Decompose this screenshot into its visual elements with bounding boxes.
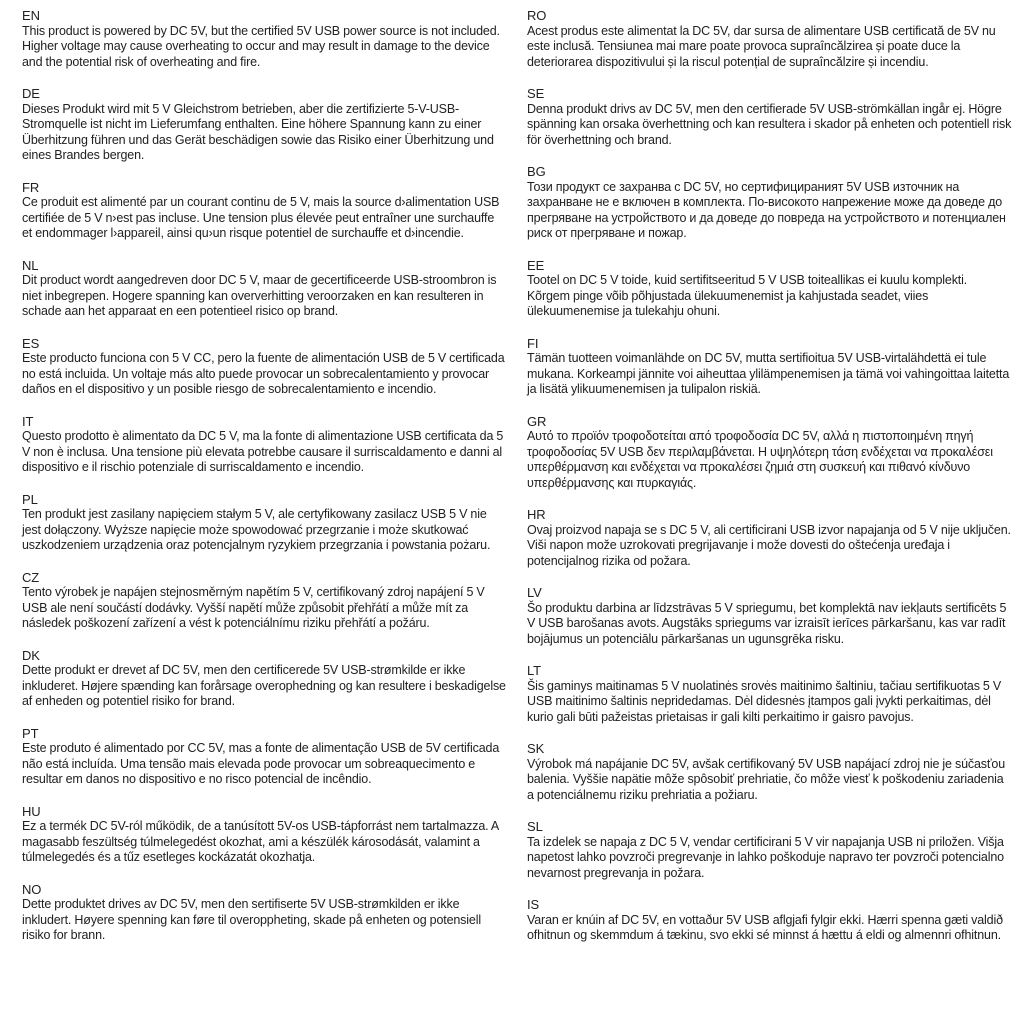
- language-code-label: EE: [527, 257, 545, 273]
- warning-text: Varan er knúin af DC 5V, en vottaður 5V USB aflgjafi fylgir ekki. Hærri spenna gæti valdið ofhitnun og skemmdum á tækinu, svo ekki sé minnst á hættu á eldi og almennri ofhitnun.: [527, 912, 1003, 942]
- language-code-label: SE: [527, 86, 545, 101]
- language-section-pl: [22, 492, 507, 554]
- language-code-label: DK: [22, 647, 40, 663]
- language-section-dk: [22, 648, 507, 710]
- language-code-label: GR: [527, 413, 547, 429]
- warning-text: Dette produkt er drevet af DC 5V, men den certificerede 5V USB-strømkilde er ikke inkluderet. Højere spænding kan forårsage overophedning og kan resultere i beskadigelse af enheden og potentiel risiko for brand.: [22, 663, 506, 708]
- language-code-label: DE: [22, 86, 40, 101]
- warning-text: Tento výrobek je napájen stejnosměrným napětím 5 V, certifikovaný zdroj napájení 5 V USB ale není součástí dodávky. Vyšší napětí může způsobit přehřátí a může mít za následek poškození zařízení a vést k potenciálnímu riziku přehřátí a požáru.: [22, 585, 485, 630]
- language-code-label: PT: [22, 725, 39, 741]
- language-code-label: ES: [22, 335, 40, 351]
- warning-text: Ez a termék DC 5V-ról működik, de a tanúsított 5V-os USB-tápforrást nem tartalmazza. A magasabb feszültség túlmelegedést okozhat, ami a készülék károsodását, valamint a túlmelegedés és a tűz esetleges kockázatát okozhatja.: [22, 819, 499, 864]
- language-section-nl: [22, 258, 507, 320]
- warning-text: Ta izdelek se napaja z DC 5 V, vendar certificirani 5 V vir napajanja USB ni priložen. Višja napetost lahko povzroči pregrevanje in lahko poškoduje napravo ter povzroči potencialno nevarnost pregrevanja in požara.: [527, 834, 1004, 880]
- language-code-label: LT: [527, 663, 542, 678]
- language-section-gr: [527, 414, 1012, 492]
- language-section-ro: [527, 8, 1012, 70]
- language-section-bg: [527, 164, 1012, 242]
- language-section-lv: [527, 585, 1012, 647]
- warning-text: Ce produit est alimenté par un courant continu de 5 V, mais la source d›alimentation USB certifiée de 5 V n›est pas incluse. Une tension plus élevée peut entraîner une surchauffe et endommager l›appareil, ainsi qu›un risque potentiel de surchauffe et d›incendie.: [22, 195, 500, 240]
- language-section-pt: [22, 726, 507, 788]
- language-section-it: [22, 414, 507, 476]
- warning-text: This product is powered by DC 5V, but the certified 5V USB power source is not included. Higher voltage may cause overheating to occur and may result in damage to the device and the potential risk of overheating and fire.: [22, 23, 500, 69]
- warning-column-right: [527, 8, 1012, 1024]
- language-code-label: NL: [22, 257, 39, 273]
- language-section-de: [22, 86, 507, 164]
- language-section-no: [22, 882, 507, 944]
- language-code-label: SL: [527, 819, 543, 834]
- language-code-label: HR: [527, 507, 546, 522]
- warning-text: Questo prodotto è alimentato da DC 5 V, ma la fonte di alimentazione USB certificata da 5 V non è inclusa. Una tensione più elevata potrebbe causare il surriscaldamento e danni al dispositivo e il rischio potenziale di surriscaldamento e incendio.: [22, 429, 504, 474]
- warning-text: Este producto funciona con 5 V CC, pero la fuente de alimentación USB de 5 V certificada no está incluida. Un voltaje más alto puede provocar un sobrecalentamiento y provocar daños en el dispositivo y un posible riesgo de sobrecalentamiento e incendio.: [22, 351, 505, 396]
- warning-text: Ovaj proizvod napaja se s DC 5 V, ali certificirani USB izvor napajanja od 5 V nije uključen. Viši napon može uzrokovati pregrijavanje i može dovesti do oštećenja uređaja i potencijalnog rizika od požara.: [527, 522, 1011, 568]
- warning-text: Denna produkt drivs av DC 5V, men den certifierade 5V USB-strömkällan ingår ej. Högre spänning kan orsaka överhettning och kan resultera i skador på enheten och potentiell risk för överhettning och brand.: [527, 101, 1012, 147]
- language-section-fi: [527, 336, 1012, 398]
- language-section-hu: [22, 804, 507, 866]
- language-code-label: NO: [22, 881, 42, 897]
- language-section-sl: [527, 819, 1012, 881]
- language-section-cz: [22, 570, 507, 632]
- language-section-hr: [527, 507, 1012, 569]
- language-code-label: HU: [22, 803, 41, 819]
- language-code-label: RO: [527, 8, 547, 23]
- language-code-label: FI: [527, 335, 539, 351]
- language-section-ee: [527, 258, 1012, 320]
- warning-text: Acest produs este alimentat la DC 5V, dar sursa de alimentare USB certificată de 5V nu este inclusă. Tensiunea mai mare poate provoca supraîncălzirea și poate duce la deteriorarea dispozitivului și la riscul potențial de supraîncălzire și incendiu.: [527, 23, 996, 69]
- warning-text: Šis gaminys maitinamas 5 V nuolatinės srovės maitinimo šaltiniu, tačiau sertifikuotas 5 V USB maitinimo šaltinis nepridedamas. Dėl didesnės įtampos gali įvykti perkaitimas, dėl kurio gali būti pažeistas prietaisas ir gali kilti perkaitimo ir gaisro pavojus.: [527, 678, 1002, 724]
- language-section-sk: [527, 741, 1012, 803]
- language-section-is: [527, 897, 1012, 944]
- warning-text: Este produto é alimentado por CC 5V, mas a fonte de alimentação USB de 5V certificada não está incluída. Uma tensão mais elevada pode provocar um sobreaquecimento e resultar em danos no dispositivo e no risco potencial de incêndio.: [22, 741, 500, 786]
- language-code-label: IT: [22, 413, 34, 429]
- language-section-es: [22, 336, 507, 398]
- warning-text: Výrobok má napájanie DC 5V, avšak certifikovaný 5V USB napájací zdroj nie je súčasťou balenia. Vyššie napätie môže spôsobiť prehriatie, čo môže viesť k poškodeniu zariadenia a potenciálnemu riziku prehriatia a požiaru.: [527, 756, 1006, 802]
- language-section-se: [527, 86, 1012, 148]
- language-code-label: LV: [527, 585, 542, 600]
- warning-text: Dette produktet drives av DC 5V, men den sertifiserte 5V USB-strømkilden er ikke inkludert. Høyere spenning kan føre til overoppheting, skade på enheten og potensiell risiko for brann.: [22, 897, 481, 942]
- warning-text: Dieses Produkt wird mit 5 V Gleichstrom betrieben, aber die zertifizierte 5-V-USB-Stromquelle ist nicht im Lieferumfang enthalten. Eine höhere Spannung kann zu einer Überhitzung führen und das Gerät beschädigen sowie das Risiko einer Überhitzung und eines Brandes bergen.: [22, 101, 494, 162]
- warning-text: Tämän tuotteen voimanlähde on DC 5V, mutta sertifioitua 5V USB-virtalähdettä ei tule mukana. Korkeampi jännite voi aiheuttaa ylilämpenemisen ja tämä voi vahingoittaa laitetta ja lisätä ylikuumenemisen ja tulipalon riskiä.: [527, 351, 1010, 396]
- warning-text: Šo produktu darbina ar līdzstrāvas 5 V spriegumu, bet komplektā nav iekļauts sertificēts 5 V USB barošanas avots. Augstāks spriegums var izraisīt ierīces pārkaršanu, kas var radīt bojājumus un potenciālu pārkaršanas un ugunsgrēka risku.: [527, 600, 1007, 646]
- language-code-label: SK: [527, 741, 545, 756]
- language-code-label: IS: [527, 897, 540, 912]
- language-code-label: BG: [527, 164, 546, 179]
- warning-text: Αυτό το προϊόν τροφοδοτείται από τροφοδοσία DC 5V, αλλά η πιστοποιημένη πηγή τροφοδοσίας 5V USB δεν περιλαμβάνεται. Η υψηλότερη τάση ενδέχεται να προκαλέσει υπερθέρμανση και ενδέχεται να προκαλέσει ζημιά στη συσκευή και πιθανό κίνδυνο υπερθέρμανσης και πυρκαγιάς.: [527, 429, 993, 490]
- language-code-label: PL: [22, 491, 38, 507]
- language-section-en: [22, 8, 507, 70]
- language-code-label: EN: [22, 8, 40, 23]
- warning-text: Ten produkt jest zasilany napięciem stałym 5 V, ale certyfikowany zasilacz USB 5 V nie jest dołączony. Wyższe napięcie może spowodować przegrzanie i może skutkować uszkodzeniem urządzenia oraz potencjalnym ryzykiem przegrzania i powstania pożaru.: [22, 507, 491, 552]
- language-code-label: CZ: [22, 569, 40, 585]
- warning-column-left: [22, 8, 507, 1024]
- warning-text: Dit product wordt aangedreven door DC 5 V, maar de gecertificeerde USB-stroombron is niet inbegrepen. Hogere spanning kan oververhitting veroorzaken en kan resulteren in schade aan het apparaat en een potentieel risico op brand.: [22, 273, 497, 318]
- language-code-label: FR: [22, 179, 40, 195]
- warning-text: Този продукт се захранва с DC 5V, но сертифицираният 5V USB източник на захранване не е включен в комплекта. По-високото напрежение може да доведе до прегряване на устройството и да доведе до повреда на устройството и потенциален риск от прегряване и пожар.: [527, 179, 1006, 240]
- language-section-lt: [527, 663, 1012, 725]
- warning-text: Tootel on DC 5 V toide, kuid sertifitseeritud 5 V USB toiteallikas ei kuulu komplekti. Kõrgem pinge võib põhjustada ülekuumenemist ja kahjustada seadet, viies ülekuumenemise ja tulekahju ohuni.: [527, 273, 968, 318]
- language-section-fr: [22, 180, 507, 242]
